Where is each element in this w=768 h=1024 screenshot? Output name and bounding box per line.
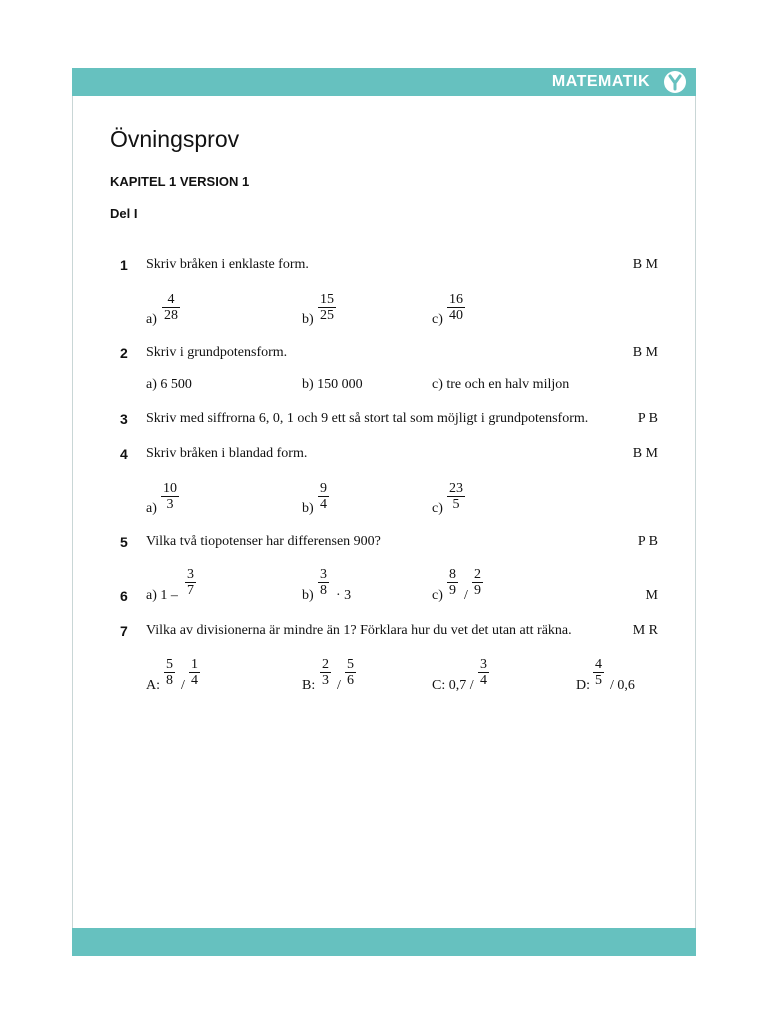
question-4-number: 4 [120, 446, 128, 462]
q7-C-fraction [478, 657, 489, 688]
page [72, 68, 696, 956]
question-7-text: Vilka av divisionerna är mindre än 1? Förklara hur du vet det utan att räkna. [146, 623, 572, 638]
question-3-tags: P B [637, 411, 658, 426]
q7-B-operator: / [337, 678, 341, 693]
question-6-number: 6 [120, 588, 128, 604]
q7-C-label: C: 0,7 / [432, 678, 474, 693]
q6-c-fraction-2 [472, 567, 483, 598]
q6-a-label: a) 1 – [146, 588, 178, 603]
q1-c-denominator: 40 [449, 308, 463, 323]
question-3-text: Skriv med siffrorna 6, 0, 1 och 9 ett så stort tal som möjligt i grundpotensform. [146, 411, 589, 426]
q1-b-label: b) [302, 312, 314, 327]
q6-c2-denominator: 9 [474, 583, 481, 598]
q6-c-operator: / [464, 588, 468, 603]
q6-a-fraction [185, 567, 196, 598]
q7-B2-denominator: 6 [347, 673, 354, 688]
question-5-tags: P B [637, 534, 658, 549]
question-6-tags: M [645, 588, 658, 603]
q1-b-fraction [318, 292, 336, 323]
q7-A-label: A: [146, 678, 160, 693]
q4-a-fraction [161, 481, 179, 512]
q6-c-label: c) [432, 588, 443, 603]
q7-A1-denominator: 8 [166, 673, 173, 688]
q7-D-fraction [593, 657, 604, 688]
q2-c: c) tre och en halv miljon [432, 377, 570, 392]
q1-c-label: c) [432, 312, 443, 327]
q7-B-fraction-2 [345, 657, 356, 688]
question-4-text: Skriv bråken i blandad form. [146, 446, 308, 461]
q7-C-numerator: 3 [480, 657, 487, 672]
page-title: Övningsprov [110, 126, 240, 152]
q6-b-denominator: 8 [320, 583, 327, 598]
q7-A-fraction-2 [189, 657, 200, 688]
q4-b-denominator: 4 [320, 497, 327, 512]
q4-b-numerator: 9 [320, 481, 327, 496]
q7-A-fraction-1 [164, 657, 175, 688]
q6-c-fraction-1 [447, 567, 458, 598]
q2-a: a) 6 500 [146, 377, 192, 392]
chapter-subtitle: KAPITEL 1 VERSION 1 [110, 174, 250, 189]
q7-D-numerator: 4 [595, 657, 602, 672]
q6-a-denominator: 7 [187, 583, 194, 598]
brand-label: MATEMATIK [551, 73, 650, 90]
question-2-number: 2 [120, 345, 128, 361]
question-4-tags: B M [632, 446, 658, 461]
question-7-number: 7 [120, 623, 128, 639]
question-5-number: 5 [120, 534, 128, 550]
q4-b-fraction [318, 481, 329, 512]
q4-c-numerator: 23 [449, 481, 463, 496]
q4-a-numerator: 10 [163, 481, 177, 496]
q6-c1-denominator: 9 [449, 583, 456, 598]
q7-B-fraction-1 [320, 657, 331, 688]
q6-b-fraction [318, 567, 329, 598]
question-2-text: Skriv i grundpotensform. [146, 345, 288, 360]
q7-C-denominator: 4 [480, 673, 487, 688]
q7-B1-denominator: 3 [322, 673, 329, 688]
q1-b-numerator: 15 [320, 292, 334, 307]
q6-b-numerator: 3 [320, 567, 327, 582]
question-1-tags: B M [632, 257, 658, 272]
header-bar [72, 68, 696, 96]
q4-c-label: c) [432, 501, 443, 516]
q7-B1-numerator: 2 [322, 657, 329, 672]
q4-a-denominator: 3 [161, 496, 179, 512]
section-label: Del I [110, 206, 138, 221]
q4-a-label: a) [146, 501, 157, 516]
q7-D-tail: / 0,6 [610, 678, 635, 693]
question-1-number: 1 [120, 257, 128, 273]
footer-bar [72, 928, 696, 956]
q6-c2-numerator: 2 [474, 567, 481, 582]
publisher-logo-icon [664, 71, 686, 93]
q7-A2-numerator: 1 [191, 657, 198, 672]
q4-c-fraction [447, 481, 465, 512]
q1-a-numerator: 4 [167, 292, 175, 307]
q1-a-fraction [162, 292, 180, 323]
q7-D-label: D: [576, 678, 590, 693]
q7-A-operator: / [181, 678, 185, 693]
q6-b-tail: · 3 [336, 588, 352, 603]
question-1-text: Skriv bråken i enklaste form. [146, 257, 309, 272]
q4-b-label: b) [302, 501, 314, 516]
q7-B-label: B: [302, 678, 316, 693]
q7-D-denominator: 5 [595, 673, 602, 688]
question-3-number: 3 [120, 411, 128, 427]
q6-b-label: b) [302, 588, 314, 603]
q7-B2-numerator: 5 [347, 657, 354, 672]
q1-a-label: a) [146, 312, 157, 327]
q6-c1-numerator: 8 [449, 567, 456, 582]
question-2-tags: B M [632, 345, 658, 360]
q1-b-denominator: 25 [320, 308, 334, 323]
q1-c-numerator: 16 [449, 292, 463, 307]
q1-a-denominator: 28 [164, 308, 178, 323]
q4-c-denominator: 5 [447, 496, 465, 512]
question-7-tags: M R [632, 623, 658, 638]
q7-A1-numerator: 5 [166, 657, 173, 672]
q6-a-numerator: 3 [187, 567, 194, 582]
q1-c-fraction [447, 292, 465, 323]
question-5-text: Vilka två tiopotenser har differensen 900? [146, 534, 381, 549]
q7-A2-denominator: 4 [191, 673, 198, 688]
q2-b: b) 150 000 [302, 377, 363, 392]
